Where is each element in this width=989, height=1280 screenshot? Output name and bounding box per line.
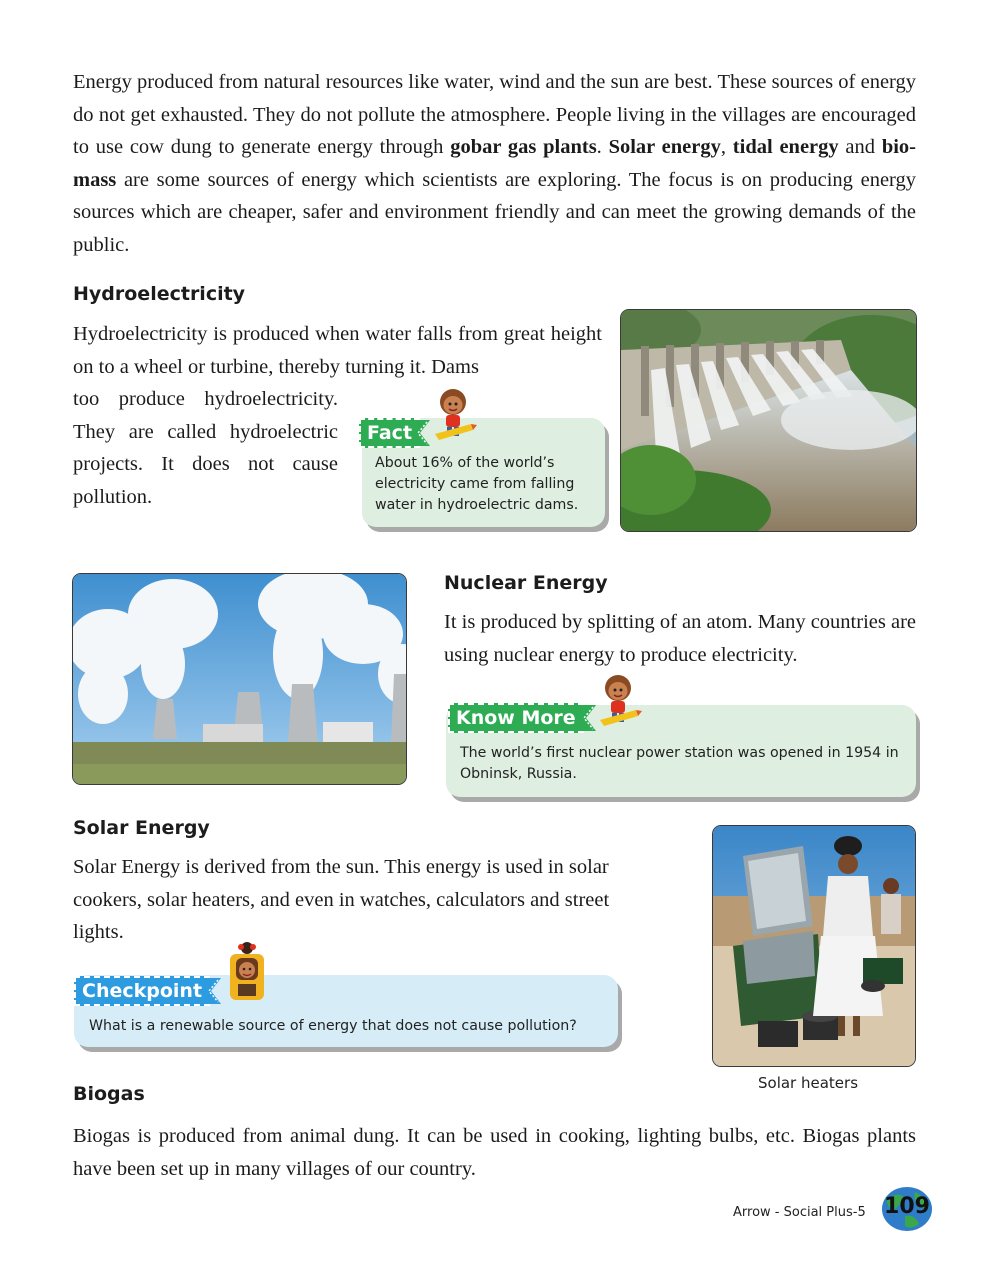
term-tidal-energy: tidal energy — [732, 136, 839, 158]
term-solar-energy: Solar energy — [608, 136, 721, 158]
know-more-text: The world’s first nuclear power station was opened in 1954 in Obninsk, Russia. — [460, 745, 899, 782]
term-bio-mass: bio-mass — [73, 136, 916, 191]
know-more-tag: Know More — [448, 703, 584, 733]
book-title: Arrow - Social Plus-5 — [733, 1205, 866, 1220]
fact-tag: Fact — [359, 418, 420, 448]
solar-heaters-photo — [712, 825, 916, 1067]
hydro-paragraph-top: Hydroelectricity is produced when water falls from great height on to a wheel or turbine, thereby turning it. Dams — [73, 323, 602, 378]
checkpoint-tag-ribbon-icon — [203, 978, 223, 1004]
page-number: 109 — [884, 1194, 930, 1219]
checkpoint-tag: Checkpoint — [74, 976, 210, 1006]
solar-heaters-caption: Solar heaters — [758, 1074, 859, 1092]
solar-paragraph: Solar Energy is derived from the sun. This energy is used in solar cookers, solar heaters, and even in watches, calculators and street lights. — [73, 856, 610, 943]
hydro-paragraph-left: too produce hydroelectricity. They are called hydroelectric projects. It does not cause pollution. — [73, 388, 338, 508]
girl-mascot-icon — [224, 940, 270, 1004]
biogas-heading: Biogas — [73, 1083, 145, 1105]
checkpoint-text: What is a renewable source of energy that does not cause pollution? — [89, 1018, 577, 1034]
boy-mascot-icon — [590, 670, 642, 730]
fact-text: About 16% of the world’s electricity came from falling water in hydroelectric dams. — [375, 455, 579, 513]
dam-photo — [620, 309, 917, 532]
nuclear-heading: Nuclear Energy — [444, 572, 608, 594]
solar-heading: Solar Energy — [73, 817, 210, 839]
intro-paragraph: Energy produced from natural resources like water, wind and the sun are best. These sources of energy do not get exhausted. They do not pollute the atmosphere. People living in the villages are encouraged to use cow dung to generate energy through gobar gas plants. Solar energy, tidal energy and bio-mass are some sources of energy which scientists are exploring. The focus is on producing energy sources which are cheaper, safer and environment friendly and can meet the growing demands of the public. — [73, 71, 916, 256]
nuclear-paragraph: It is produced by splitting of an atom. Many countries are using nuclear energy to produce electricity. — [444, 611, 916, 666]
nuclear-plant-photo — [72, 573, 407, 785]
biogas-paragraph: Biogas is produced from animal dung. It can be used in cooking, lighting bulbs, etc. Biogas plants have been set up in many villages of our country. — [73, 1125, 916, 1180]
boy-mascot-icon — [425, 384, 477, 444]
term-gobar-gas: gobar gas plants — [450, 136, 597, 158]
hydro-heading: Hydroelectricity — [73, 283, 246, 305]
